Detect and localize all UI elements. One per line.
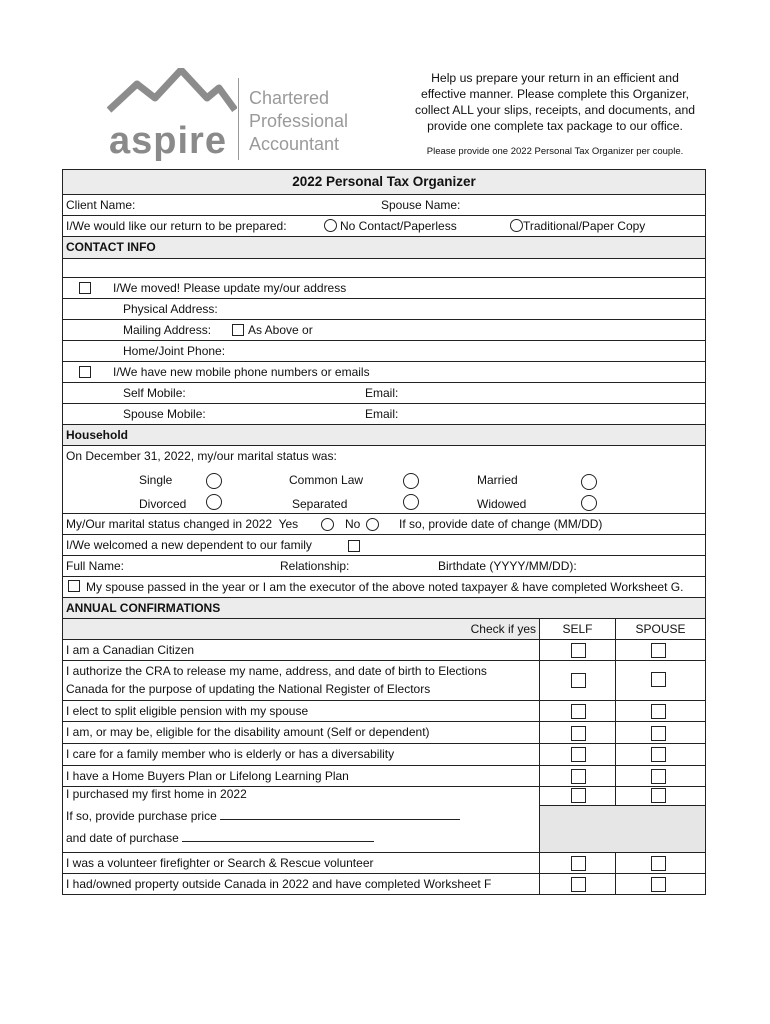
confirmation-label: I authorize the CRA to release my name, address, and date of birth to Elections: [66, 664, 487, 678]
spouse-caregiver-checkbox[interactable]: [651, 747, 666, 762]
single-label: Single: [139, 473, 173, 487]
dependent-details-row: [63, 556, 705, 577]
no-label: No: [345, 517, 361, 531]
relationship-label: Relationship:: [280, 559, 350, 573]
spouse-column-header: SPOUSE: [635, 622, 686, 636]
spouse-elections-checkbox[interactable]: [651, 672, 666, 687]
new-dependent-label: I/We welcomed a new dependent to our family: [66, 538, 312, 552]
traditional-label: Traditional/Paper Copy: [523, 219, 646, 233]
confirmation-label: Canada for the purpose of updating the National Register of Electors: [66, 682, 431, 696]
annual-header: ANNUAL CONFIRMATIONS: [66, 601, 221, 615]
full-name-label: Full Name:: [66, 559, 125, 573]
confirmation-row: [63, 722, 705, 744]
no-contact-radio[interactable]: [324, 219, 337, 232]
widowed-radio[interactable]: [581, 495, 597, 511]
single-radio[interactable]: [206, 473, 222, 489]
prepare-row: [63, 216, 705, 237]
names-row: [63, 195, 705, 216]
client-name-label: Client Name:: [66, 198, 136, 212]
confirmation-label: I am, or may be, eligible for the disability amount (Self or dependent): [66, 725, 430, 739]
logo-cpa-text: Chartered Professional Accountant: [249, 88, 349, 154]
physical-label: Physical Address:: [123, 302, 218, 316]
married-label: Married: [477, 473, 518, 487]
marital-status-row: [63, 446, 705, 514]
new-dependent-checkbox[interactable]: [348, 540, 360, 552]
spouse-email-label: Email:: [365, 407, 399, 421]
confirmation-label: I elect to split eligible pension with my spouse: [66, 704, 309, 718]
home-phone-row: [63, 341, 705, 362]
columns-header-row: [63, 619, 705, 640]
separated-label: Separated: [292, 497, 348, 511]
household-header-row: [63, 425, 705, 446]
spouse-passed-row: [63, 577, 705, 598]
traditional-radio[interactable]: [510, 219, 523, 232]
confirmation-row: [63, 640, 705, 661]
spouse-volunteer-checkbox[interactable]: [651, 856, 666, 871]
logo-divider: [238, 78, 239, 160]
purchase-price-line[interactable]: [220, 809, 460, 820]
self-first-home-checkbox[interactable]: [571, 788, 586, 803]
change-date-label: If so, provide date of change (MM/DD): [399, 517, 603, 531]
status-changed-yes-radio[interactable]: [321, 518, 334, 531]
confirmation-label: I care for a family member who is elderly or has a diversability: [66, 747, 395, 761]
mailing-row: [63, 320, 705, 341]
spouse-name-label: Spouse Name:: [381, 198, 461, 212]
mountain-logo-icon: [107, 68, 237, 123]
contact-header: CONTACT INFO: [66, 240, 156, 254]
self-elections-checkbox[interactable]: [571, 673, 586, 688]
spouse-mobile-row: [63, 404, 705, 425]
self-foreign-property-checkbox[interactable]: [571, 877, 586, 892]
moved-label: I/We moved! Please update my/our address: [113, 281, 347, 295]
logo-word: aspire: [109, 120, 227, 162]
form-title-row: [63, 170, 705, 195]
purchase-price-label: If so, provide purchase price: [66, 809, 460, 823]
widowed-label: Widowed: [477, 497, 527, 511]
spouse-hbp-checkbox[interactable]: [651, 769, 666, 784]
confirmation-label: I purchased my first home in 2022: [66, 787, 247, 801]
divorced-radio[interactable]: [206, 494, 222, 510]
tax-organizer-form: [62, 169, 706, 895]
mailing-label: Mailing Address:: [123, 323, 212, 337]
help-text: Help us prepare your return in an efficient and effective manner. Please complete this Organizer, collect ALL your slips, receipts, and documents, and provide one complete tax package to our office.: [414, 71, 695, 133]
common-law-radio[interactable]: [403, 473, 419, 489]
help-note: Please provide one 2022 Personal Tax Organizer per couple.: [426, 146, 684, 157]
divorced-label: Divorced: [139, 497, 187, 511]
self-citizen-checkbox[interactable]: [571, 643, 586, 658]
purchase-date-line[interactable]: [182, 831, 374, 842]
moved-checkbox[interactable]: [79, 282, 91, 294]
self-email-label: Email:: [365, 386, 399, 400]
self-column-header: SELF: [562, 622, 593, 636]
birthdate-label: Birthdate (YYYY/MM/DD):: [438, 559, 577, 573]
confirmation-label: I was a volunteer firefighter or Search & Rescue volunteer: [66, 856, 374, 870]
aspire-logo: [107, 68, 367, 168]
as-above-label: As Above or: [248, 323, 313, 337]
confirmation-row: [63, 661, 705, 701]
self-mobile-row: [63, 383, 705, 404]
physical-row: [63, 299, 705, 320]
new-mobile-checkbox[interactable]: [79, 366, 91, 378]
married-radio[interactable]: [581, 474, 597, 490]
new-mobile-label: I/We have new mobile phone numbers or emails: [113, 365, 370, 379]
self-hbp-checkbox[interactable]: [571, 769, 586, 784]
spouse-disability-checkbox[interactable]: [651, 726, 666, 741]
shaded-block: [540, 805, 705, 852]
marital-question: On December 31, 2022, my/our marital status was:: [66, 449, 337, 463]
spouse-mobile-label: Spouse Mobile:: [123, 407, 206, 421]
prepare-label: I/We would like our return to be prepared:: [66, 219, 287, 233]
blank-row: [63, 259, 705, 278]
self-mobile-label: Self Mobile:: [123, 386, 186, 400]
new-dependent-row: [63, 535, 705, 556]
status-changed-no-radio[interactable]: [366, 518, 379, 531]
common-law-label: Common Law: [289, 473, 364, 487]
contact-header-row: [63, 237, 705, 259]
home-phone-label: Home/Joint Phone:: [123, 344, 226, 358]
self-volunteer-checkbox[interactable]: [571, 856, 586, 871]
confirmation-label: I have a Home Buyers Plan or Lifelong Learning Plan: [66, 769, 349, 783]
spouse-first-home-checkbox[interactable]: [651, 788, 666, 803]
form-title: 2022 Personal Tax Organizer: [292, 174, 476, 189]
as-above-checkbox[interactable]: [232, 324, 244, 336]
annual-header-row: [63, 598, 705, 619]
spouse-passed-checkbox[interactable]: [68, 580, 80, 592]
no-contact-label: No Contact/Paperless: [340, 219, 457, 233]
status-changed-label: My/Our marital status changed in 2022 Yes: [66, 517, 299, 531]
confirmation-row: [63, 853, 705, 874]
self-pension-checkbox[interactable]: [571, 704, 586, 719]
page-header: [0, 0, 770, 168]
new-mobile-row: [63, 362, 705, 383]
self-disability-checkbox[interactable]: [571, 726, 586, 741]
purchase-date-label: and date of purchase: [66, 831, 374, 845]
check-if-yes-label: Check if yes: [470, 622, 536, 636]
confirmation-row: [63, 744, 705, 766]
spouse-passed-label: My spouse passed in the year or I am the executor of the above noted taxpayer & have completed Worksheet G.: [86, 580, 684, 594]
moved-row: [63, 278, 705, 299]
self-caregiver-checkbox[interactable]: [571, 747, 586, 762]
confirmation-row: [63, 787, 705, 853]
confirmation-label: I am a Canadian Citizen: [66, 643, 195, 657]
confirmation-row: [63, 766, 705, 787]
household-header: Household: [66, 428, 128, 442]
confirmation-row: [63, 874, 705, 895]
status-changed-row: [63, 514, 705, 535]
spouse-pension-checkbox[interactable]: [651, 704, 666, 719]
confirmation-label: I had/owned property outside Canada in 2022 and have completed Worksheet F: [66, 877, 492, 891]
spouse-citizen-checkbox[interactable]: [651, 643, 666, 658]
separated-radio[interactable]: [403, 494, 419, 510]
spouse-foreign-property-checkbox[interactable]: [651, 877, 666, 892]
confirmation-row: [63, 701, 705, 722]
